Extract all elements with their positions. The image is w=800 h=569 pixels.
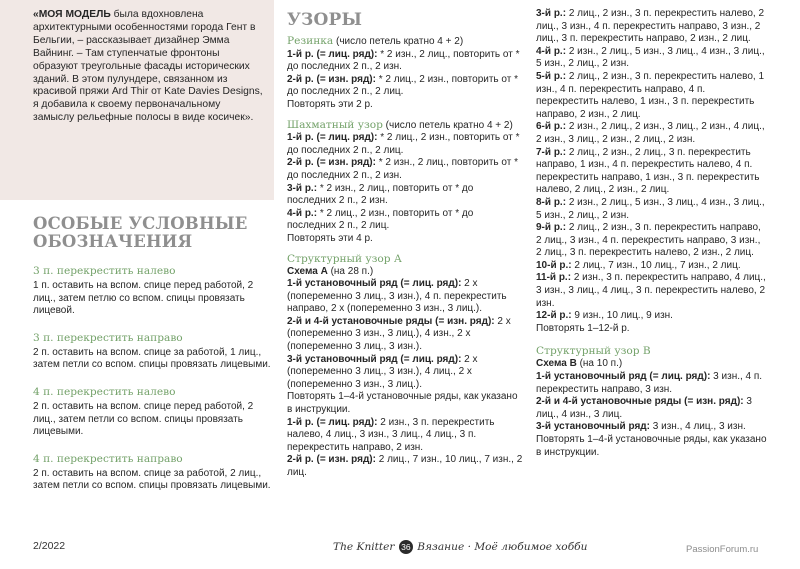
- intro-lead: «МОЯ МОДЕЛЬ: [33, 9, 111, 20]
- row-label: 3-й установочный ряд:: [536, 421, 650, 433]
- row-label: 1-й р. (= лиц. ряд):: [287, 416, 378, 428]
- row-label: 11-й р.:: [536, 272, 572, 284]
- struct-a-name: Структурный узор А: [287, 252, 402, 265]
- row-label: 1-й установочный ряд (= лиц. ряд):: [287, 278, 462, 290]
- intro-quote-box: [0, 0, 274, 200]
- footer-branding: [333, 540, 587, 554]
- legend-item-name: 4 п. перекрестить направо: [33, 452, 183, 465]
- row-label: 8-й р.:: [536, 196, 567, 208]
- continuation-column: [536, 8, 768, 459]
- row-label: 2-й и 4-й установочные ряды (= изн. ряд):: [536, 396, 744, 408]
- struct-a-row: [536, 71, 768, 121]
- struct-b-section: [536, 345, 768, 459]
- legend-item-name: 3 п. перекрестить направо: [33, 331, 183, 344]
- struct-a-setup-row: [287, 354, 525, 392]
- checker-section: [287, 119, 525, 246]
- row-label: 10-й р.:: [536, 259, 572, 271]
- struct-a-row: [536, 222, 768, 260]
- row-label: 2-й р. (= изн. ряд):: [287, 157, 376, 169]
- rib-heading: [287, 35, 525, 49]
- checker-row: [287, 132, 525, 157]
- legend-item-text: 2 п. оставить на вспом. спице перед работой, 2 лиц., затем петли со вспом. спицы провязать лицевыми.: [33, 400, 254, 438]
- row-label: 6-й р.:: [536, 121, 567, 133]
- row-text: * 2 изн., 2 лиц., повторить от * до последних 2 п., 2 изн.: [287, 157, 519, 181]
- struct-a-row: [536, 8, 768, 46]
- legend-title: ОСОБЫЕ УСЛОВНЫЕ ОБОЗНАЧЕНИЯ: [33, 214, 248, 251]
- watermark: PassionForum.ru: [686, 544, 759, 555]
- rib-note: (число петель кратно 4 + 2): [333, 36, 464, 47]
- struct-b-repeat-note: Повторять 1–4-й установочные ряды, как указано в инструкции.: [536, 434, 767, 458]
- struct-b-setup-row: [536, 396, 768, 421]
- issue-number: 2/2022: [33, 540, 66, 552]
- struct-a-setup-row: [287, 316, 525, 354]
- row-text: 2 лиц., 2 изн., 3 п. перекрестить налево, 1 изн., 4 п. перекрестить направо, 4 п. перекрестить налево, 1 изн., 3 п. перекрестить направо, 2 изн., 2 лиц.: [536, 70, 765, 120]
- legend-item: [33, 332, 271, 372]
- row-label: 3-й установочный ряд (= лиц. ряд):: [287, 353, 462, 365]
- struct-a-setup-row: [287, 278, 525, 316]
- row-text: 2 изн., 2 лиц., 5 изн., 3 лиц., 4 изн., 3 лиц., 5 изн., 2 лиц., 2 изн.: [536, 196, 765, 221]
- row-text: 2 х (попеременно 3 изн., 3 лиц.), 4 изн., 2 х (попеременно 3 лиц., 3 изн.).: [287, 315, 511, 353]
- scheme-note: (на 10 п.): [576, 358, 623, 370]
- checker-repeat: Повторять эти 4 р.: [287, 232, 373, 244]
- intro-body: была вдохновлена архитектурными особенностями города Гент в Бельгии, – рассказывает дизайнер Эмма Вайнинг. – Там ступенчатые фронтоны образуют треугольные фасады исторических зданий. В этом пулундере, связанном из красивой пряжи Ard Thir от Kate Davies Designs, я добавила к своему первоначальному замыслу рельефные полосы в виде косичек».: [33, 9, 263, 124]
- struct-a-row: [287, 417, 525, 455]
- checker-name: Шахматный узор: [287, 118, 383, 131]
- tagline: Вязание · Моё любимое хобби: [417, 541, 588, 553]
- rib-section: [287, 35, 525, 112]
- legend-item: [33, 386, 271, 439]
- row-text: 2 изн., 3 п. перекрестить направо, 4 лиц., 3 изн., 3 лиц., 4 лиц., 3 п. перекрестить налево, 2 изн.: [536, 272, 766, 309]
- legend-item: [33, 265, 271, 318]
- row-label: 3-й р.:: [536, 8, 567, 19]
- row-text: * 2 изн., 2 лиц., повторить от * до последних 2 п., 2 изн.: [287, 182, 474, 207]
- row-text: 3 изн., 4 п. перекрестить направо, 3 изн.: [536, 371, 763, 395]
- struct-a-repeat-note: Повторять 1–4-й установочные ряды, как указано в инструкции.: [287, 391, 518, 416]
- row-text: 3 изн., 4 лиц., 3 изн.: [649, 421, 746, 433]
- rib-repeat: Повторять эти 2 р.: [287, 98, 373, 110]
- checker-row: [287, 157, 525, 182]
- rib-row: [287, 49, 525, 74]
- row-label: 2-й р. (= изн. ряд):: [287, 73, 376, 85]
- struct-a-row: [536, 121, 768, 146]
- legend-column: [33, 215, 271, 493]
- row-text: * 2 лиц., 2 изн., повторить от * до последних 2 п., 2 лиц.: [287, 207, 474, 232]
- row-text: 2 лиц., 7 изн., 10 лиц., 7 изн., 2 лиц.: [571, 259, 741, 271]
- struct-a-section: [287, 253, 525, 480]
- struct-a-row: [287, 454, 525, 479]
- row-text: 2 х (попеременно 3 лиц., 3 изн.), 4 лиц., 2 х (попеременно 3 изн., 3 лиц.).: [287, 353, 478, 390]
- legend-item-text: 1 п. оставить на вспом. спице перед работой, 2 лиц., затем петлю со вспом. спицы провязать лицевой.: [33, 280, 254, 317]
- scheme-label: Схема В: [536, 358, 577, 370]
- struct-b-setup-row: [536, 421, 768, 434]
- patterns-title: УЗОРЫ: [287, 10, 363, 30]
- checker-row: [287, 208, 525, 233]
- row-label: 4-й р.:: [536, 45, 567, 57]
- patterns-column: [287, 11, 525, 480]
- checker-heading: [287, 119, 525, 133]
- legend-item-name: 4 п. перекрестить налево: [33, 385, 176, 398]
- scheme-label: Схема А: [287, 265, 328, 277]
- row-text: * 2 лиц., 2 изн., повторить от * до последних 2 п., 2 лиц.: [287, 132, 520, 156]
- checker-row: [287, 183, 525, 208]
- row-text: 2 лиц., 2 изн., 2 лиц., 3 п. перекрестить направо, 1 изн., 4 п. перекрестить налево, 4 п. перекрестить направо, 1 изн., 3 п. перекрестить налево, 2 лиц., 2 изн., 2 лиц.: [536, 146, 760, 196]
- row-text: 2 лиц., 2 изн., 3 п. перекрестить направо, 2 лиц., 3 изн., 4 п. перекрестить направо, 3 изн., 2 лиц., 3 п. перекрестить налево, 2 изн., 2 лиц.: [536, 222, 761, 259]
- row-label: 9-й р.:: [536, 222, 567, 234]
- legend-item-text: 2 п. оставить на вспом. спице за работой, 1 лиц., затем петли со вспом. спицы провязать лицевыми.: [33, 346, 271, 371]
- row-label: 3-й р.:: [287, 182, 318, 194]
- rib-row: [287, 74, 525, 99]
- row-text: 9 изн., 10 лиц., 9 изн.: [571, 310, 673, 322]
- row-text: 3 лиц., 4 изн., 3 лиц.: [536, 396, 752, 420]
- legend-item-name: 3 п. перекрестить налево: [33, 265, 176, 277]
- struct-a-row: [536, 46, 768, 71]
- row-label: 2-й р. (= изн. ряд):: [287, 454, 376, 466]
- row-text: 2 изн., 2 лиц., 2 изн., 3 лиц., 2 изн., 4 лиц., 2 изн., 3 лиц., 2 изн., 2 лиц., 2 изн.: [536, 121, 765, 145]
- legend-item: [33, 453, 271, 493]
- row-text: 2 изн., 3 п. перекрестить налево, 4 лиц., 3 изн., 3 лиц., 4 лиц., 3 п. перекрестить направо, 2 изн.: [287, 416, 495, 453]
- struct-a-scheme: [287, 266, 525, 279]
- struct-a-row: [536, 147, 768, 197]
- row-label: 4-й р.:: [287, 207, 318, 219]
- legend-item-text: 2 п. оставить на вспом. спице за работой, 2 лиц., затем петли со вспом. спицы провязать лицевыми.: [33, 467, 271, 492]
- intro-quote: [33, 9, 264, 125]
- row-label: 7-й р.:: [536, 146, 567, 158]
- struct-a-row: [536, 272, 768, 310]
- struct-a-final-repeat: Повторять 1–12-й р.: [536, 322, 630, 334]
- row-label: 1-й р. (= лиц. ряд):: [287, 132, 378, 144]
- struct-a-row: [536, 197, 768, 222]
- row-text: * 2 изн., 2 лиц., повторить от * до последних 2 п., 2 изн.: [287, 48, 520, 73]
- row-text: 2 изн., 2 лиц., 5 изн., 3 лиц., 4 изн., 3 лиц., 5 изн., 2 лиц., 2 изн.: [536, 45, 765, 70]
- scheme-note: (на 28 п.): [327, 265, 374, 277]
- row-text: 2 х (попеременно 3 лиц., 3 изн.), 4 п. перекрестить направо, 2 х (попеременно 3 изн., 3 лиц.).: [287, 278, 507, 315]
- row-text: 2 лиц., 7 изн., 10 лиц., 7 изн., 2 лиц.: [287, 454, 523, 478]
- brand-name: The Knitter: [333, 541, 395, 553]
- struct-b-setup-row: [536, 371, 768, 396]
- rib-name: Резинка: [287, 35, 334, 47]
- struct-a-row: [536, 260, 768, 273]
- row-label: 1-й установочный ряд (= лиц. ряд):: [536, 371, 711, 383]
- checker-note: (число петель кратно 4 + 2): [382, 119, 513, 131]
- row-label: 2-й и 4-й установочные ряды (= изн. ряд):: [287, 315, 495, 327]
- row-text: 2 лиц., 2 изн., 3 п. перекрестить налево, 2 лиц., 3 изн., 4 п. перекрестить направо, 3 изн., 2 лиц., 3 п. перекрестить направо, 2 изн., 2 лиц.: [536, 8, 765, 45]
- page-number: 36: [399, 540, 413, 554]
- struct-b-scheme: [536, 358, 768, 371]
- struct-a-row: [536, 310, 768, 323]
- row-label: 12-й р.:: [536, 310, 572, 322]
- row-text: * 2 лиц., 2 изн., повторить от * до последних 2 п., 2 лиц.: [287, 73, 519, 98]
- struct-b-name: Структурный узор В: [536, 345, 651, 358]
- row-label: 1-й р. (= лиц. ряд):: [287, 48, 378, 60]
- row-label: 5-й р.:: [536, 70, 567, 82]
